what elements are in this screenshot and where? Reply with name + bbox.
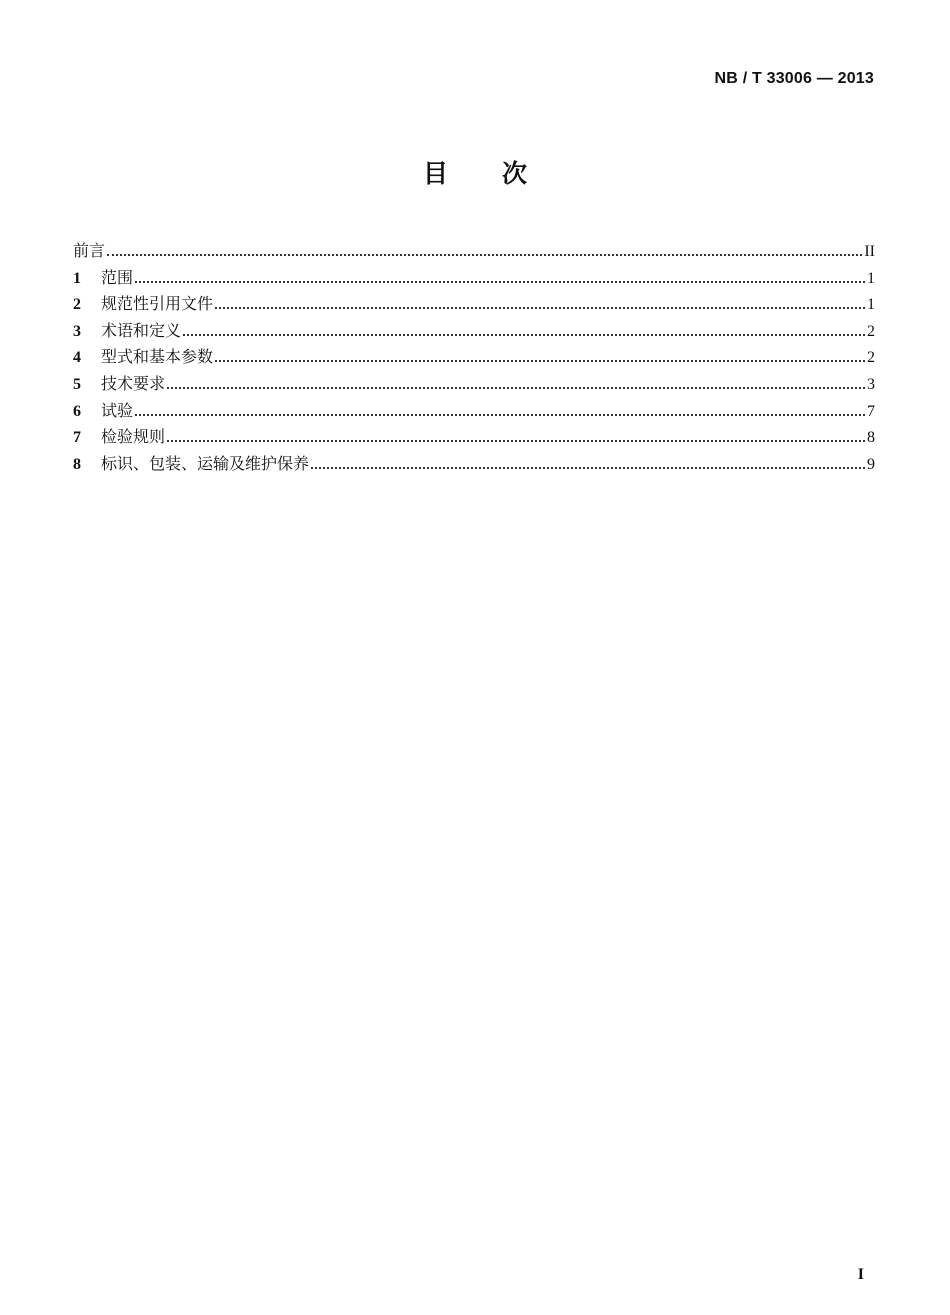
toc-entry-technical-requirements[interactable] — [73, 371, 875, 398]
toc-entry-types-parameters[interactable] — [73, 344, 875, 371]
toc-entry-marking-packaging[interactable] — [73, 451, 875, 478]
dot-leader — [135, 281, 865, 283]
toc-entry-number: 7 — [73, 429, 81, 447]
toc-entry-inspection-rules[interactable] — [73, 424, 875, 451]
dot-leader — [215, 307, 865, 309]
toc-entry-page: 2 — [867, 349, 875, 367]
toc-entry-foreword[interactable] — [73, 238, 875, 265]
toc-entry-page: 1 — [867, 296, 875, 314]
standard-code: NB / T 33006 — 2013 — [714, 70, 874, 87]
table-of-contents — [73, 238, 875, 477]
dot-leader — [107, 254, 862, 256]
dot-leader — [311, 467, 865, 469]
toc-entry-label: 术语和定义 — [101, 320, 182, 340]
toc-entry-label: 技术要求 — [101, 373, 166, 393]
toc-entry-number: 5 — [73, 375, 81, 393]
toc-entry-number: 2 — [73, 296, 81, 314]
toc-entry-tests[interactable] — [73, 398, 875, 425]
dot-leader — [167, 440, 865, 442]
toc-entry-number: 4 — [73, 349, 81, 367]
toc-entry-number: 1 — [73, 269, 81, 287]
toc-entry-label: 型式和基本参数 — [101, 347, 214, 367]
dot-leader — [215, 360, 865, 362]
dot-leader — [135, 414, 865, 416]
toc-entry-label: 标识、包装、运输及维护保养 — [101, 453, 310, 473]
toc-entry-page: 3 — [867, 375, 875, 393]
toc-entry-page: II — [864, 243, 875, 260]
toc-entry-scope[interactable] — [73, 265, 875, 292]
toc-entry-number: 3 — [73, 322, 81, 340]
page-number: I — [857, 1266, 864, 1283]
toc-entry-label: 检验规则 — [101, 427, 166, 447]
toc-entry-page: 8 — [867, 429, 875, 447]
toc-entry-page: 2 — [867, 322, 875, 340]
toc-entry-number: 8 — [73, 455, 81, 473]
dot-leader — [167, 387, 865, 389]
toc-entry-page: 1 — [867, 269, 875, 287]
toc-entry-label: 规范性引用文件 — [101, 294, 214, 314]
dot-leader — [183, 334, 865, 336]
toc-entry-page: 7 — [867, 402, 875, 420]
toc-entry-normative-references[interactable] — [73, 291, 875, 318]
toc-entry-label: 范围 — [101, 267, 134, 287]
toc-entry-label: 试验 — [101, 400, 134, 420]
toc-title: 目次 — [422, 159, 581, 188]
toc-entry-label: 前言 — [73, 241, 106, 260]
toc-entry-number: 6 — [73, 402, 81, 420]
toc-entry-terms-definitions[interactable] — [73, 318, 875, 345]
toc-entry-page: 9 — [867, 455, 875, 473]
